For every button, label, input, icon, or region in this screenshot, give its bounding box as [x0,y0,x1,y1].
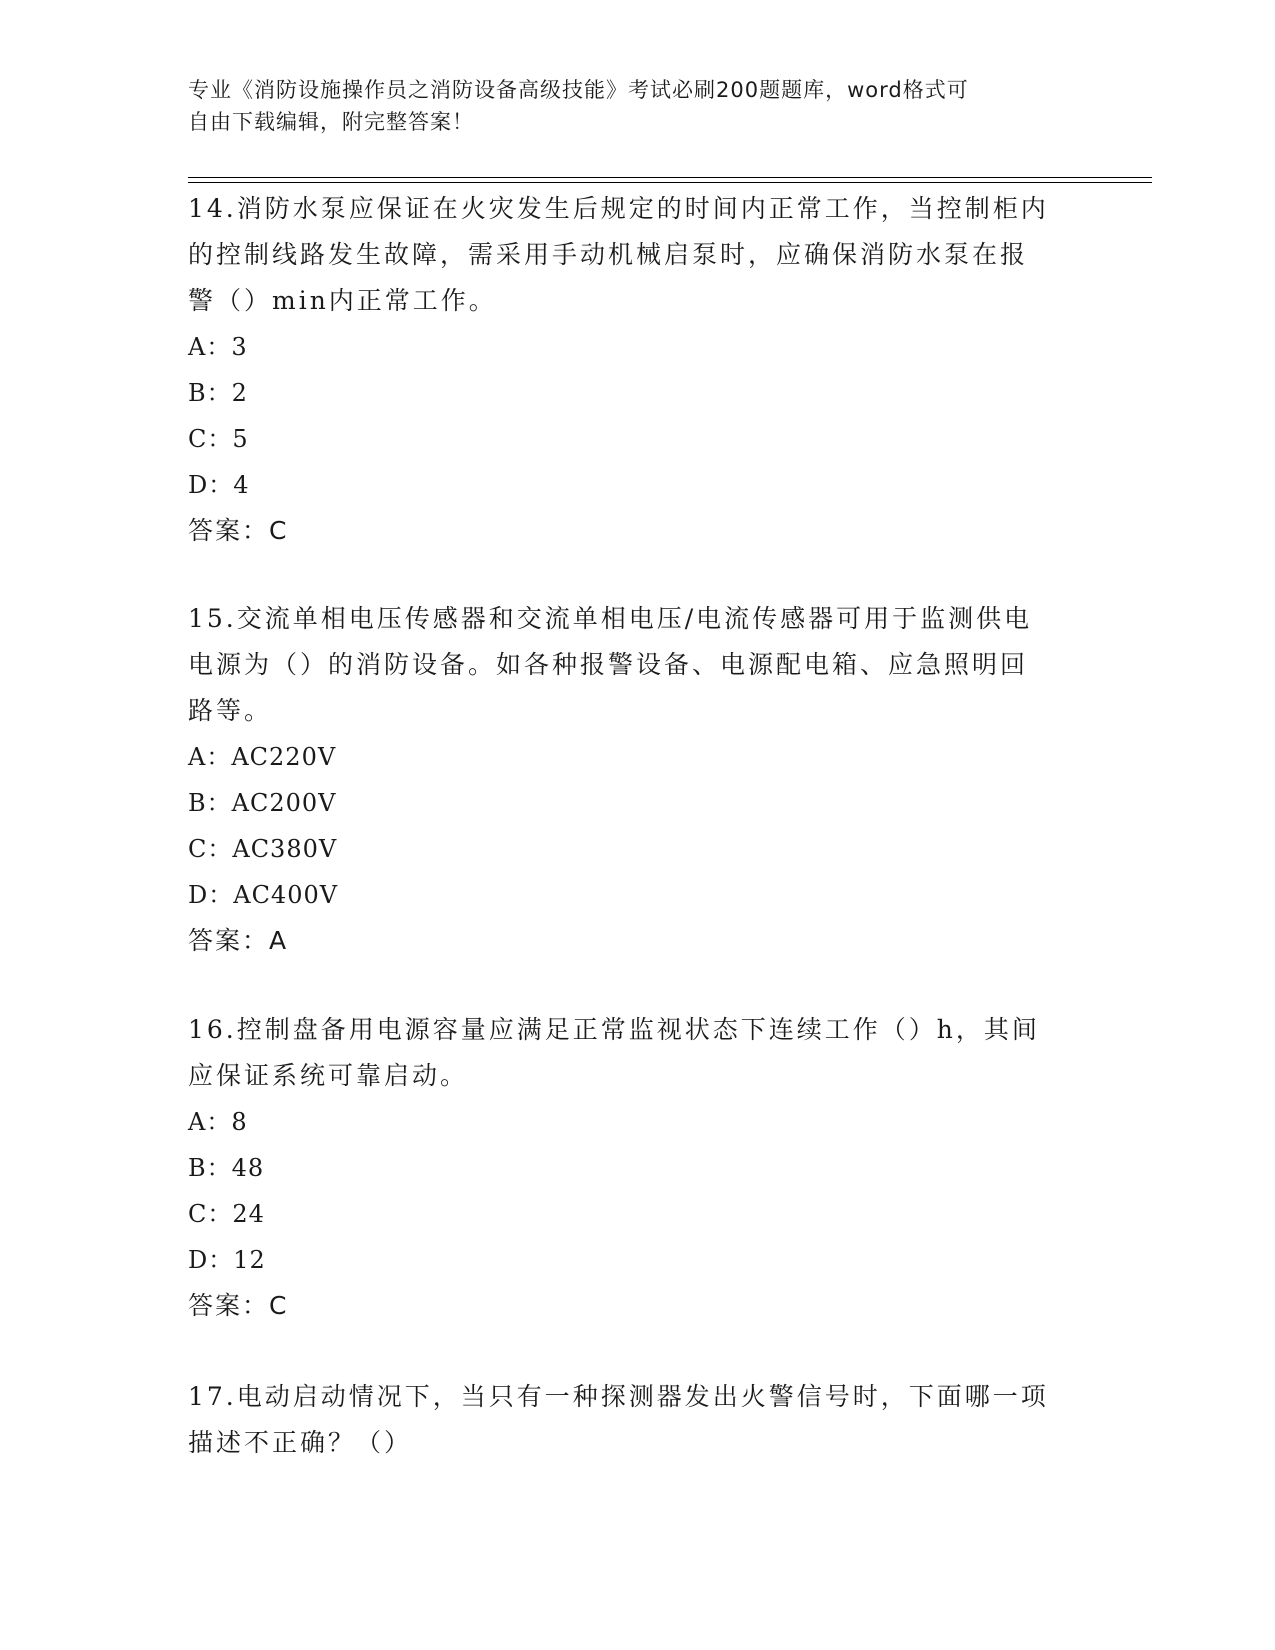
header-line-2: 自由下载编辑，附完整答案！ [188,110,474,134]
option-c: C：24 [188,1200,265,1228]
option-c: C：5 [188,425,249,453]
header-divider-bottom [188,182,1152,183]
question-stem-line: 16.控制盘备用电源容量应满足正常监视状态下连续工作（）h，其间 [188,1015,1040,1044]
header-line-1: 专业《消防设施操作员之消防设备高级技能》考试必刷200题题库，word格式可 [188,78,969,102]
question-stem-line: 警（）min内正常工作。 [188,286,497,315]
question-16 [188,1007,1088,1329]
option-a: A：3 [188,333,248,361]
answer-label: 答案：C [188,516,289,545]
question-stem-line: 描述不正确？（） [188,1428,413,1457]
option-d: D：12 [188,1246,266,1274]
option-b: B：2 [188,379,248,407]
question-stem-line: 路等。 [188,696,273,725]
header-divider-top [188,177,1152,178]
document-header [188,74,1068,138]
question-stem-line: 的控制线路发生故障，需采用手动机械启泵时，应确保消防水泵在报 [188,240,1029,269]
question-14 [188,186,1088,554]
option-b: B：48 [188,1154,265,1182]
answer-label: 答案：A [188,926,289,955]
question-stem-line: 应保证系统可靠启动。 [188,1061,469,1090]
question-stem-line: 15.交流单相电压传感器和交流单相电压/电流传感器可用于监测供电 [188,604,1033,633]
option-a: A：AC220V [188,743,337,771]
question-17 [188,1374,1088,1466]
option-c: C：AC380V [188,835,338,863]
option-b: B：AC200V [188,789,337,817]
option-d: D：4 [188,471,250,499]
question-stem-line: 14.消防水泵应保证在火灾发生后规定的时间内正常工作，当控制柜内 [188,194,1049,223]
option-d: D：AC400V [188,881,339,909]
answer-label: 答案：C [188,1291,289,1320]
question-stem-line: 17.电动启动情况下，当只有一种探测器发出火警信号时，下面哪一项 [188,1382,1049,1411]
question-stem-line: 电源为（）的消防设备。如各种报警设备、电源配电箱、应急照明回 [188,650,1029,679]
question-15 [188,596,1088,964]
option-a: A：8 [188,1108,248,1136]
